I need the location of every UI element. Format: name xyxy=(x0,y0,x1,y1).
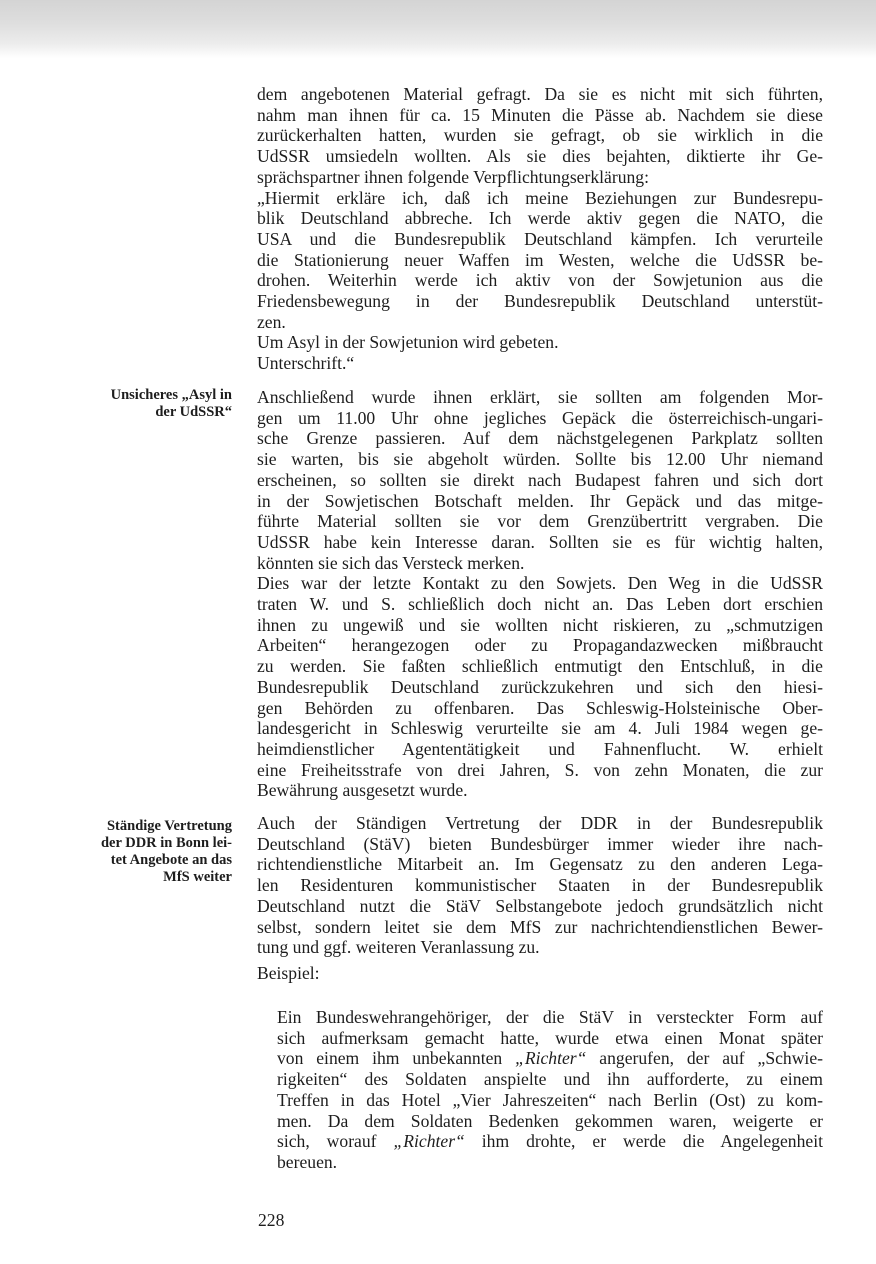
text-line: tung und ggf. weiteren Veranlassung zu. xyxy=(257,937,540,958)
text-line: Deutschland nutzt die StäV Selbstangebote jedoch grundsätzlich nicht xyxy=(257,895,823,916)
margin-note-line: MfS weiter xyxy=(163,869,232,885)
text-line: UdSSR habe kein Interesse daran. Sollten sie es für wichtig halten, xyxy=(257,531,823,552)
text-line: sprächspartner ihnen folgende Verpflichtungserklärung: xyxy=(257,166,649,187)
text-line: landesgericht in Schleswig verurteilte sie am 4. Juli 1984 wegen ge- xyxy=(257,718,823,739)
text-line xyxy=(277,1048,823,1069)
text-line: men. Da dem Soldaten Bedenken gekommen waren, weigerte er xyxy=(277,1110,823,1131)
text-line: len Residenturen kommunistischer Staaten in der Bundesrepublik xyxy=(257,875,823,896)
margin-note-asyl xyxy=(58,387,232,421)
text-line: erscheinen, so sollten sie direkt nach Budapest fahren und sich dort xyxy=(257,469,823,490)
text-line: Unterschrift.“ xyxy=(257,353,355,374)
text-line: zen. xyxy=(257,311,286,332)
richter-name: „Richter“ xyxy=(515,1048,587,1069)
text-segment: von einem ihm unbekannten xyxy=(277,1048,516,1069)
text-line: drohen. Weiterhin werde ich aktiv von der Sowjetunion aus die xyxy=(257,270,823,291)
text-line: führte Material sollten sie vor dem Grenzübertritt vergraben. Die xyxy=(257,511,823,532)
text-line: selbst, sondern leitet sie dem MfS zur nachrichtendienstlichen Bewer- xyxy=(257,916,823,937)
text-line: in der Sowjetischen Botschaft melden. Ihr Gepäck und das mitge- xyxy=(257,490,823,511)
text-line: dem angebotenen Material gefragt. Da sie es nicht mit sich führten, xyxy=(257,84,823,104)
paragraph-staev xyxy=(257,813,823,958)
text-line: heimdienstlicher Agententätigkeit und Fahnenflucht. W. erhielt xyxy=(257,738,823,759)
text-line: Arbeiten“ herangezogen oder zu Propagandazwecken mißbraucht xyxy=(257,635,823,656)
paragraph-instructions xyxy=(257,387,823,801)
example-block xyxy=(277,1007,823,1173)
text-line: traten W. und S. schließlich doch nicht an. Das Leben dort erschien xyxy=(257,594,823,615)
text-line: rigkeiten“ des Soldaten anspielte und ihn aufforderte, zu einem xyxy=(277,1069,823,1090)
text-line: richtendienstliche Mitarbeit an. Im Gegensatz zu den anderen Lega- xyxy=(257,854,823,875)
text-line: Deutschland (StäV) bieten Bundesbürger immer wieder ihre nach- xyxy=(257,833,823,854)
margin-note-line: tet Angebote an das xyxy=(110,852,232,868)
text-line: bereuen. xyxy=(277,1151,338,1172)
text-line: „Hiermit erkläre ich, daß ich meine Beziehungen zur Bundesrepu- xyxy=(257,187,823,208)
text-line xyxy=(277,1131,823,1152)
margin-note-line: der UdSSR“ xyxy=(155,404,232,420)
text-line: zu werden. Sie faßten schließlich entmutigt den Entschluß, in die xyxy=(257,656,823,677)
text-line: zurückerhalten hatten, wurden sie gefragt, ob sie wirklich in die xyxy=(257,125,823,146)
page-number: 228 xyxy=(258,1210,285,1230)
example-label: Beispiel: xyxy=(257,963,320,983)
text-line: Um Asyl in der Sowjetunion wird gebeten. xyxy=(257,332,559,353)
text-line: Auch der Ständigen Vertretung der DDR in der Bundesrepublik xyxy=(257,813,823,833)
text-line: eine Freiheitsstrafe von drei Jahren, S. von zehn Monaten, die zur xyxy=(257,759,823,780)
text-line: sie warten, bis sie abgeholt würden. Sollte bis 12.00 Uhr niemand xyxy=(257,449,823,470)
margin-note-line: der DDR in Bonn lei- xyxy=(100,835,232,851)
text-line: Bundesrepublik Deutschland zurückzukehren und sich den hiesi- xyxy=(257,676,823,697)
text-line: gen Behörden zu offenbaren. Das Schleswig-Holsteinische Ober- xyxy=(257,697,823,718)
text-line: Ein Bundeswehrangehöriger, der die StäV in versteckter Form auf xyxy=(277,1007,823,1027)
text-segment: sich, worauf xyxy=(277,1131,394,1152)
text-line: Bewährung ausgesetzt wurde. xyxy=(257,780,468,801)
margin-note-line: Unsicheres „Asyl in xyxy=(110,387,232,403)
example-label-block xyxy=(257,963,823,984)
text-line: ihnen zu ungewiß und sie wollten nicht riskieren, zu „schmutzigen xyxy=(257,614,823,635)
text-line: blik Deutschland abbreche. Ich werde aktiv gegen die NATO, die xyxy=(257,208,823,229)
text-segment: angerufen, der auf „Schwie- xyxy=(586,1048,823,1069)
text-line: gen um 11.00 Uhr ohne jegliches Gepäck die österreichisch-ungari- xyxy=(257,407,823,428)
text-line: sich aufmerksam gemacht hatte, wurde etwa einen Monat später xyxy=(277,1027,823,1048)
text-line: Treffen in das Hotel „Vier Jahreszeiten“ nach Berlin (Ost) zu kom- xyxy=(277,1089,823,1110)
text-line: UdSSR umsiedeln wollten. Als sie dies bejahten, diktierte ihr Ge- xyxy=(257,146,823,167)
text-line: Anschließend wurde ihnen erklärt, sie sollten am folgenden Mor- xyxy=(257,387,823,407)
paragraph-declaration xyxy=(257,84,823,374)
text-line: sche Grenze passieren. Auf dem nächstgelegenen Parkplatz sollten xyxy=(257,428,823,449)
text-line: Dies war der letzte Kontakt zu den Sowjets. Den Weg in die UdSSR xyxy=(257,573,823,594)
scan-shadow-band xyxy=(0,0,876,58)
margin-note-line: Ständige Vertretung xyxy=(106,818,232,834)
text-segment: ihm drohte, er werde die Angelegenheit xyxy=(464,1131,823,1152)
text-line: USA und die Bundesrepublik Deutschland kämpfen. Ich verurteile xyxy=(257,228,823,249)
text-line: Friedensbewegung in der Bundesrepublik Deutschland unterstüt- xyxy=(257,291,823,312)
margin-note-staev xyxy=(58,818,232,886)
text-line: die Stationierung neuer Waffen im Westen, welche die UdSSR be- xyxy=(257,249,823,270)
text-line: nahm man ihnen für ca. 15 Minuten die Pässe ab. Nachdem sie diese xyxy=(257,104,823,125)
text-line: könnten sie sich das Versteck merken. xyxy=(257,552,525,573)
richter-name: „Richter“ xyxy=(393,1131,465,1152)
